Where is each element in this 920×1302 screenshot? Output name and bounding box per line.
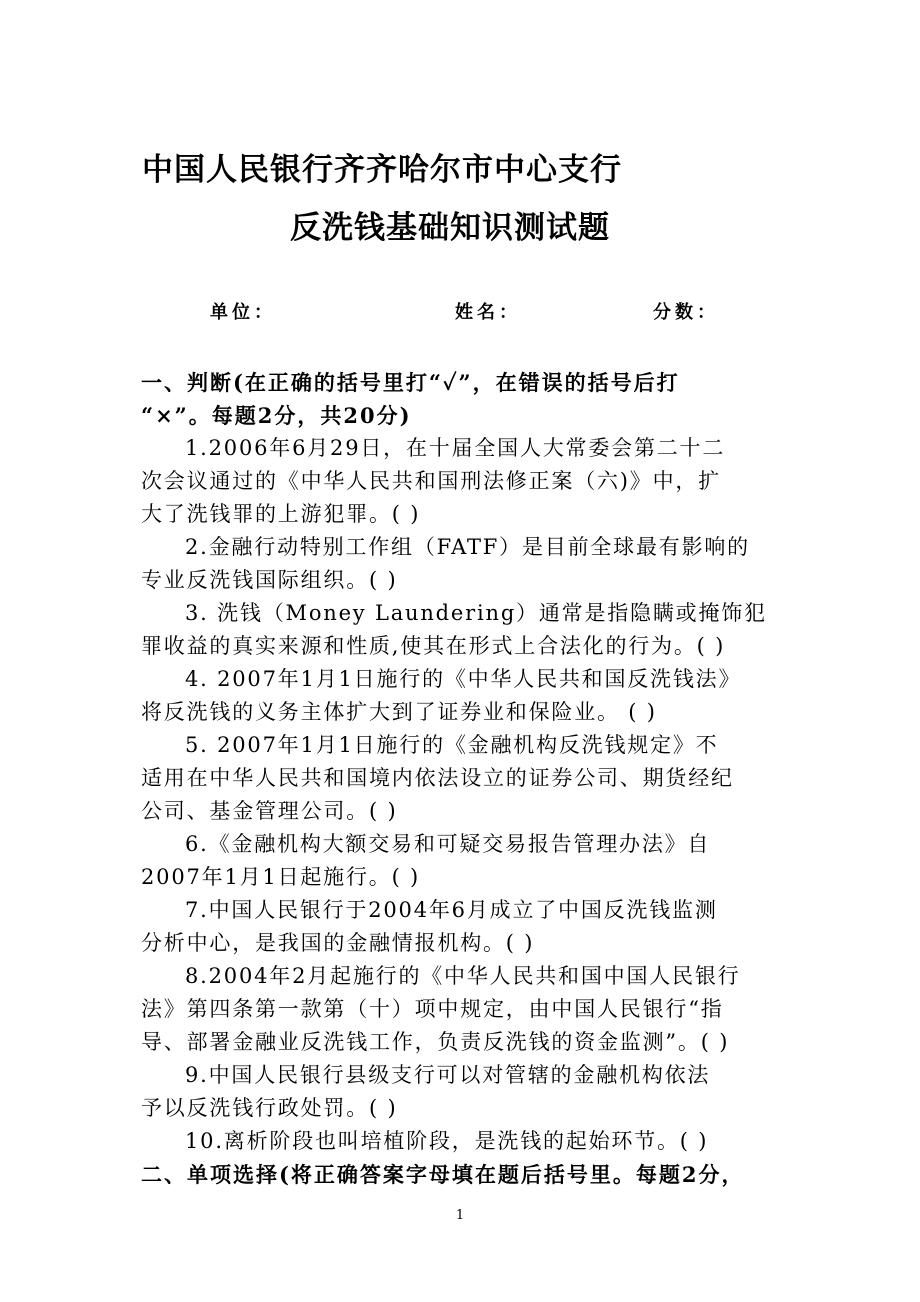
- score-label: 分数：: [653, 302, 719, 323]
- document-title-line2: 反洗钱基础知识测试题: [290, 210, 610, 246]
- page-number: 1: [455, 1208, 465, 1223]
- question-line: 10.离析阶段也叫培植阶段，是洗钱的起始环节。( ): [185, 1129, 709, 1153]
- question-line: 分析中心，是我国的金融情报机构。( ): [141, 931, 535, 955]
- question-body: [141, 366, 791, 1191]
- question-line: 5. 2007年1月1日施行的《金融机构反洗钱规定》不: [185, 733, 719, 757]
- question-line: 将反洗钱的义务主体扩大到了证券业和保险业。 ( ): [141, 700, 657, 724]
- question-line: 2007年1月1日起施行。( ): [141, 865, 421, 889]
- question-line: 予以反洗钱行政处罚。( ): [141, 1096, 398, 1120]
- question-line: 8.2004年2月起施行的《中华人民共和国中国人民银行: [185, 964, 741, 988]
- question-line: 罪收益的真实来源和性质,使其在形式上合法化的行为。( ): [141, 634, 726, 658]
- section-heading-single-choice: 二、单项选择(将正确答案字母填在题后括号里。每题2分，: [141, 1162, 745, 1187]
- question-line: 次会议通过的《中华人民共和国刑法修正案（六)》中，扩: [141, 469, 721, 493]
- question-line: 7.中国人民银行于2004年6月成立了中国反洗钱监测: [185, 898, 718, 922]
- question-line: 公司、基金管理公司。( ): [141, 799, 398, 823]
- question-line: 适用在中华人民共和国境内依法设立的证券公司、期货经纪: [141, 766, 734, 790]
- name-label: 姓名：: [455, 302, 521, 323]
- document-title-line1: 中国人民银行齐齐哈尔市中心支行: [142, 152, 622, 188]
- section-heading-judgment: 一、判断(在正确的括号里打“✓”，在错误的括号后打: [141, 370, 680, 395]
- question-line: 3. 洗钱（Money Laundering）通常是指隐瞒或掩饰犯: [185, 601, 767, 625]
- unit-label: 单位：: [210, 302, 276, 323]
- section-heading-judgment-cont: “×”。每题2分，共20分): [141, 403, 412, 428]
- question-line: 1.2006年6月29日，在十届全国人大常委会第二十二: [185, 436, 726, 460]
- question-line: 2.金融行动特别工作组（FATF）是目前全球最有影响的: [185, 535, 750, 559]
- question-line: 专业反洗钱国际组织。( ): [141, 568, 398, 592]
- question-line: 9.中国人民银行县级支行可以对管辖的金融机构依法: [185, 1063, 711, 1087]
- question-line: 大了洗钱罪的上游犯罪。( ): [141, 502, 421, 526]
- question-line: 4. 2007年1月1日施行的《中华人民共和国反洗钱法》: [185, 667, 742, 691]
- question-line: 法》第四条第一款第（十）项中规定，由中国人民银行“指: [141, 997, 724, 1021]
- question-line: 导、部署金融业反洗钱工作，负责反洗钱的资金监测”。( ): [141, 1030, 730, 1054]
- question-line: 6.《金融机构大额交易和可疑交易报告管理办法》自: [185, 832, 711, 856]
